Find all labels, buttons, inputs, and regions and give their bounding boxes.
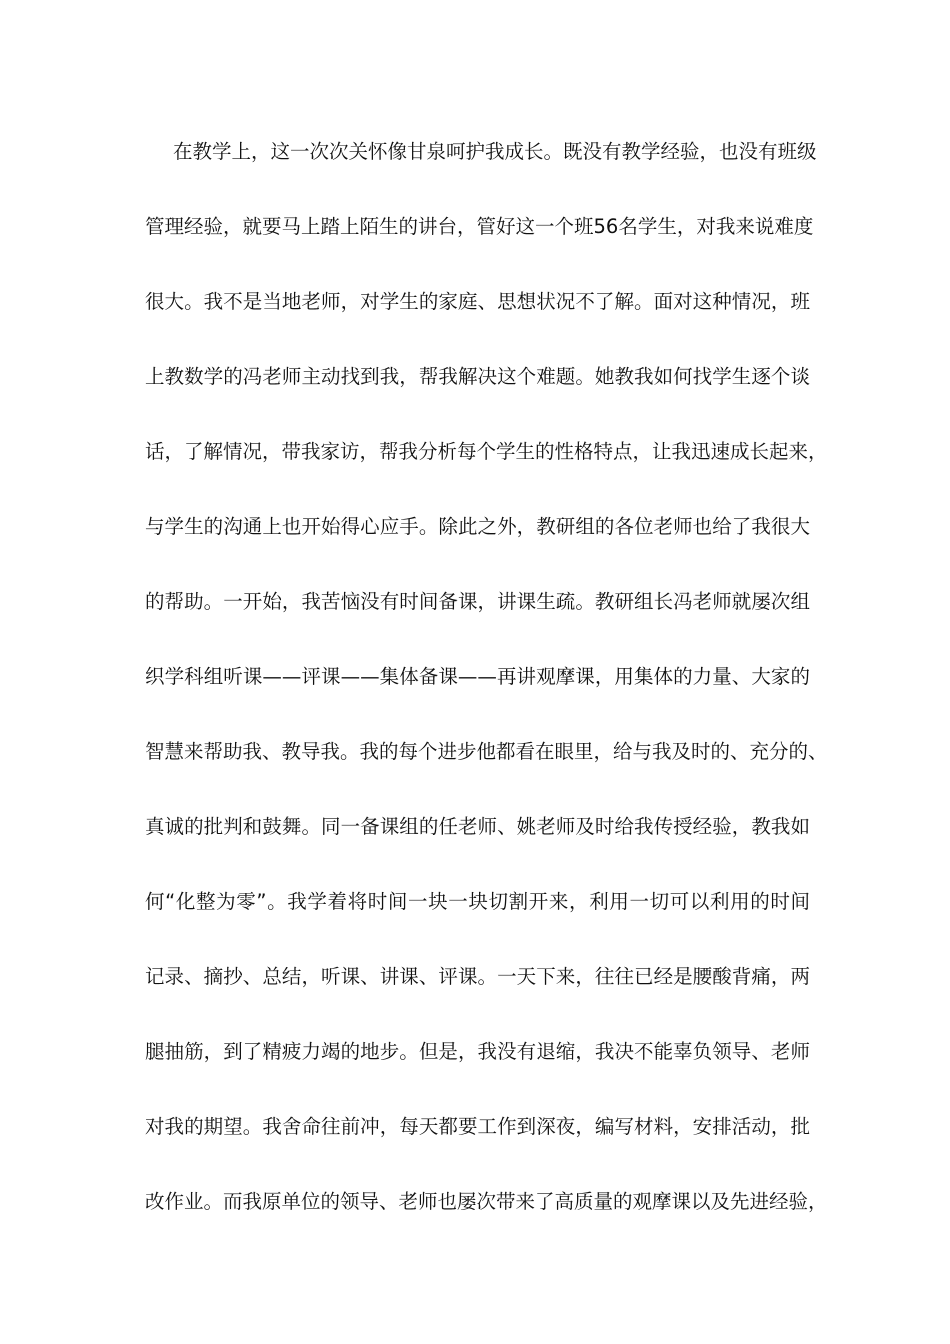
text-line-10: 真诚的批判和鼓舞。同一备课组的任老师、姚老师及时给我传授经验，教我如	[145, 815, 810, 838]
text-line-7: 的帮助。一开始，我苦恼没有时间备课，讲课生疏。教研组长冯老师就屡次组	[145, 590, 810, 613]
text-line-15: 改作业。而我原单位的领导、老师也屡次带来了高质量的观摩课以及先进经验，	[145, 1190, 828, 1213]
text-line-14: 对我的期望。我舍命往前冲，每天都要工作到深夜，编写材料，安排活动，批	[145, 1115, 810, 1138]
text-line-2: 管理经验，就要马上踏上陌生的讲台，管好这一个班56名学生，对我来说难度	[145, 215, 814, 238]
text-line-5: 话，了解情况，带我家访，帮我分析每个学生的性格特点，让我迅速成长起来，	[145, 440, 828, 463]
text-line-3: 很大。我不是当地老师，对学生的家庭、思想状况不了解。面对这种情况，班	[145, 290, 810, 313]
text-line-8: 织学科组听课——评课——集体备课——再讲观摩课，用集体的力量、大家的	[145, 665, 810, 688]
text-line-9: 智慧来帮助我、教导我。我的每个进步他都看在眼里，给与我及时的、充分的、	[145, 740, 828, 763]
text-line-6: 与学生的沟通上也开始得心应手。除此之外，教研组的各位老师也给了我很大	[145, 515, 810, 538]
text-line-12: 记录、摘抄、总结，听课、讲课、评课。一天下来，往往已经是腰酸背痛，两	[145, 965, 810, 988]
body-paragraph	[145, 134, 828, 1259]
text-line-11: 何“化整为零”。我学着将时间一块一块切割开来，利用一切可以利用的时间	[145, 890, 810, 913]
text-line-13: 腿抽筋，到了精疲力竭的地步。但是，我没有退缩，我决不能辜负领导、老师	[145, 1040, 810, 1063]
text-line-4: 上教数学的冯老师主动找到我，帮我解决这个难题。她教我如何找学生逐个谈	[145, 365, 810, 388]
text-line-1: 在教学上，这一次次关怀像甘泉呵护我成长。既没有教学经验，也没有班级	[173, 140, 817, 163]
